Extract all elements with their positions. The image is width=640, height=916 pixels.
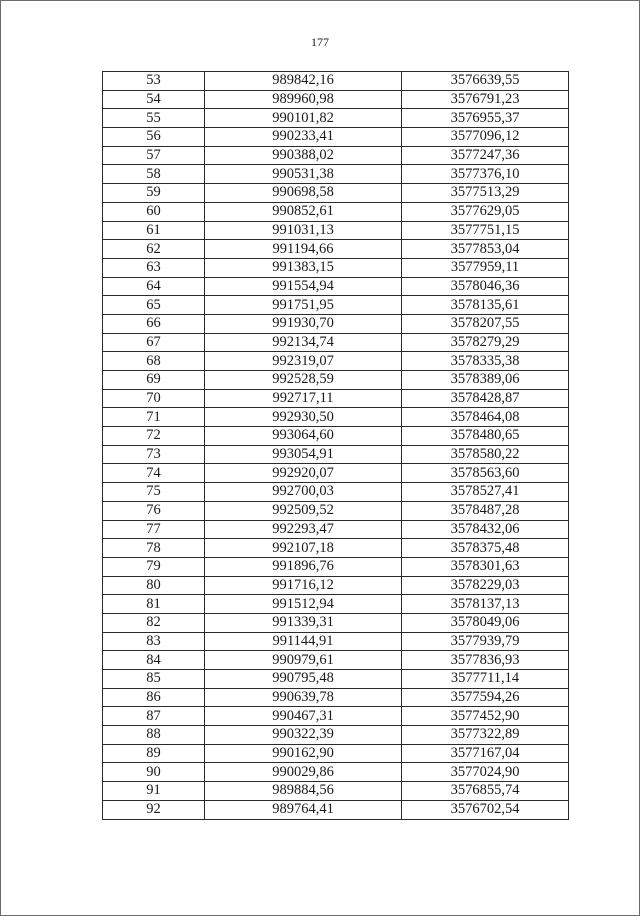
- y-coordinate-cell: 3578046,36: [402, 277, 569, 296]
- y-coordinate-cell: 3576855,74: [402, 782, 569, 801]
- x-coordinate-cell: 991896,76: [205, 557, 402, 576]
- table-row: [103, 539, 569, 558]
- x-coordinate-cell: 992134,74: [205, 333, 402, 352]
- y-coordinate-cell: 3578279,29: [402, 333, 569, 352]
- point-number-cell: 69: [103, 371, 205, 390]
- point-number-cell: 66: [103, 314, 205, 333]
- x-coordinate-cell: 992700,03: [205, 483, 402, 502]
- x-coordinate-cell: 992717,11: [205, 389, 402, 408]
- table-row: [103, 707, 569, 726]
- y-coordinate-cell: 3578580,22: [402, 445, 569, 464]
- point-number-cell: 77: [103, 520, 205, 539]
- x-coordinate-cell: 991930,70: [205, 314, 402, 333]
- y-coordinate-cell: 3577939,79: [402, 632, 569, 651]
- y-coordinate-cell: 3576955,37: [402, 109, 569, 128]
- x-coordinate-cell: 991194,66: [205, 240, 402, 259]
- table-row: [103, 557, 569, 576]
- table-row: [103, 688, 569, 707]
- table-row: [103, 352, 569, 371]
- point-number-cell: 63: [103, 258, 205, 277]
- table-row: [103, 240, 569, 259]
- table-row: [103, 408, 569, 427]
- point-number-cell: 88: [103, 726, 205, 745]
- coordinates-table-body: [103, 72, 569, 820]
- y-coordinate-cell: 3577513,29: [402, 184, 569, 203]
- x-coordinate-cell: 990162,90: [205, 744, 402, 763]
- y-coordinate-cell: 3578563,60: [402, 464, 569, 483]
- x-coordinate-cell: 990101,82: [205, 109, 402, 128]
- x-coordinate-cell: 990639,78: [205, 688, 402, 707]
- y-coordinate-cell: 3577836,93: [402, 651, 569, 670]
- point-number-cell: 53: [103, 72, 205, 91]
- x-coordinate-cell: 990233,41: [205, 128, 402, 147]
- point-number-cell: 70: [103, 389, 205, 408]
- y-coordinate-cell: 3576639,55: [402, 72, 569, 91]
- y-coordinate-cell: 3578527,41: [402, 483, 569, 502]
- x-coordinate-cell: 992293,47: [205, 520, 402, 539]
- y-coordinate-cell: 3578137,13: [402, 595, 569, 614]
- x-coordinate-cell: 990322,39: [205, 726, 402, 745]
- table-row: [103, 128, 569, 147]
- table-row: [103, 632, 569, 651]
- table-row: [103, 613, 569, 632]
- point-number-cell: 87: [103, 707, 205, 726]
- y-coordinate-cell: 3577594,26: [402, 688, 569, 707]
- point-number-cell: 85: [103, 670, 205, 689]
- x-coordinate-cell: 993054,91: [205, 445, 402, 464]
- point-number-cell: 90: [103, 763, 205, 782]
- table-row: [103, 333, 569, 352]
- table-row: [103, 726, 569, 745]
- point-number-cell: 89: [103, 744, 205, 763]
- table-row: [103, 651, 569, 670]
- x-coordinate-cell: 990531,38: [205, 165, 402, 184]
- table-row: [103, 109, 569, 128]
- point-number-cell: 68: [103, 352, 205, 371]
- point-number-cell: 83: [103, 632, 205, 651]
- y-coordinate-cell: 3578375,48: [402, 539, 569, 558]
- x-coordinate-cell: 991554,94: [205, 277, 402, 296]
- x-coordinate-cell: 992509,52: [205, 501, 402, 520]
- page-number: 177: [311, 35, 329, 49]
- x-coordinate-cell: 989764,41: [205, 800, 402, 819]
- point-number-cell: 57: [103, 146, 205, 165]
- y-coordinate-cell: 3577959,11: [402, 258, 569, 277]
- point-number-cell: 71: [103, 408, 205, 427]
- y-coordinate-cell: 3578207,55: [402, 314, 569, 333]
- point-number-cell: 61: [103, 221, 205, 240]
- point-number-cell: 78: [103, 539, 205, 558]
- table-row: [103, 445, 569, 464]
- table-row: [103, 72, 569, 91]
- x-coordinate-cell: 991339,31: [205, 613, 402, 632]
- x-coordinate-cell: 991031,13: [205, 221, 402, 240]
- y-coordinate-cell: 3577853,04: [402, 240, 569, 259]
- table-row: [103, 277, 569, 296]
- y-coordinate-cell: 3578301,63: [402, 557, 569, 576]
- table-row: [103, 670, 569, 689]
- table-row: [103, 314, 569, 333]
- point-number-cell: 75: [103, 483, 205, 502]
- y-coordinate-cell: 3577167,04: [402, 744, 569, 763]
- y-coordinate-cell: 3577751,15: [402, 221, 569, 240]
- y-coordinate-cell: 3578229,03: [402, 576, 569, 595]
- table-row: [103, 202, 569, 221]
- point-number-cell: 72: [103, 427, 205, 446]
- y-coordinate-cell: 3578335,38: [402, 352, 569, 371]
- point-number-cell: 74: [103, 464, 205, 483]
- y-coordinate-cell: 3578049,06: [402, 613, 569, 632]
- point-number-cell: 82: [103, 613, 205, 632]
- y-coordinate-cell: 3577024,90: [402, 763, 569, 782]
- table-row: [103, 90, 569, 109]
- x-coordinate-cell: 990852,61: [205, 202, 402, 221]
- y-coordinate-cell: 3578389,06: [402, 371, 569, 390]
- table-row: [103, 427, 569, 446]
- x-coordinate-cell: 991716,12: [205, 576, 402, 595]
- table-row: [103, 800, 569, 819]
- y-coordinate-cell: 3578464,08: [402, 408, 569, 427]
- y-coordinate-cell: 3577376,10: [402, 165, 569, 184]
- x-coordinate-cell: 989842,16: [205, 72, 402, 91]
- point-number-cell: 80: [103, 576, 205, 595]
- x-coordinate-cell: 992930,50: [205, 408, 402, 427]
- y-coordinate-cell: 3577629,05: [402, 202, 569, 221]
- x-coordinate-cell: 990467,31: [205, 707, 402, 726]
- y-coordinate-cell: 3578135,61: [402, 296, 569, 315]
- y-coordinate-cell: 3577322,89: [402, 726, 569, 745]
- point-number-cell: 62: [103, 240, 205, 259]
- y-coordinate-cell: 3577711,14: [402, 670, 569, 689]
- point-number-cell: 59: [103, 184, 205, 203]
- x-coordinate-cell: 991144,91: [205, 632, 402, 651]
- x-coordinate-cell: 990795,48: [205, 670, 402, 689]
- point-number-cell: 54: [103, 90, 205, 109]
- y-coordinate-cell: 3577096,12: [402, 128, 569, 147]
- table-row: [103, 744, 569, 763]
- point-number-cell: 91: [103, 782, 205, 801]
- table-row: [103, 221, 569, 240]
- point-number-cell: 65: [103, 296, 205, 315]
- point-number-cell: 76: [103, 501, 205, 520]
- y-coordinate-cell: 3578432,06: [402, 520, 569, 539]
- x-coordinate-cell: 989960,98: [205, 90, 402, 109]
- y-coordinate-cell: 3578480,65: [402, 427, 569, 446]
- point-number-cell: 73: [103, 445, 205, 464]
- x-coordinate-cell: 991512,94: [205, 595, 402, 614]
- x-coordinate-cell: 991383,15: [205, 258, 402, 277]
- y-coordinate-cell: 3578428,87: [402, 389, 569, 408]
- table-row: [103, 595, 569, 614]
- y-coordinate-cell: 3577247,36: [402, 146, 569, 165]
- table-row: [103, 258, 569, 277]
- table-row: [103, 782, 569, 801]
- x-coordinate-cell: 991751,95: [205, 296, 402, 315]
- x-coordinate-cell: 990979,61: [205, 651, 402, 670]
- table-row: [103, 464, 569, 483]
- table-row: [103, 184, 569, 203]
- table-row: [103, 371, 569, 390]
- point-number-cell: 84: [103, 651, 205, 670]
- y-coordinate-cell: 3576791,23: [402, 90, 569, 109]
- table-row: [103, 165, 569, 184]
- x-coordinate-cell: 990388,02: [205, 146, 402, 165]
- x-coordinate-cell: 993064,60: [205, 427, 402, 446]
- table-row: [103, 520, 569, 539]
- table-row: [103, 146, 569, 165]
- table-row: [103, 483, 569, 502]
- point-number-cell: 86: [103, 688, 205, 707]
- point-number-cell: 55: [103, 109, 205, 128]
- point-number-cell: 79: [103, 557, 205, 576]
- y-coordinate-cell: 3577452,90: [402, 707, 569, 726]
- point-number-cell: 67: [103, 333, 205, 352]
- x-coordinate-cell: 992920,07: [205, 464, 402, 483]
- table-row: [103, 296, 569, 315]
- y-coordinate-cell: 3576702,54: [402, 800, 569, 819]
- table-row: [103, 763, 569, 782]
- point-number-cell: 56: [103, 128, 205, 147]
- table-row: [103, 389, 569, 408]
- x-coordinate-cell: 990698,58: [205, 184, 402, 203]
- table-row: [103, 501, 569, 520]
- x-coordinate-cell: 989884,56: [205, 782, 402, 801]
- y-coordinate-cell: 3578487,28: [402, 501, 569, 520]
- point-number-cell: 58: [103, 165, 205, 184]
- coordinates-table: [102, 71, 569, 820]
- x-coordinate-cell: 992107,18: [205, 539, 402, 558]
- point-number-cell: 81: [103, 595, 205, 614]
- point-number-cell: 64: [103, 277, 205, 296]
- point-number-cell: 60: [103, 202, 205, 221]
- x-coordinate-cell: 990029,86: [205, 763, 402, 782]
- x-coordinate-cell: 992528,59: [205, 371, 402, 390]
- x-coordinate-cell: 992319,07: [205, 352, 402, 371]
- table-row: [103, 576, 569, 595]
- point-number-cell: 92: [103, 800, 205, 819]
